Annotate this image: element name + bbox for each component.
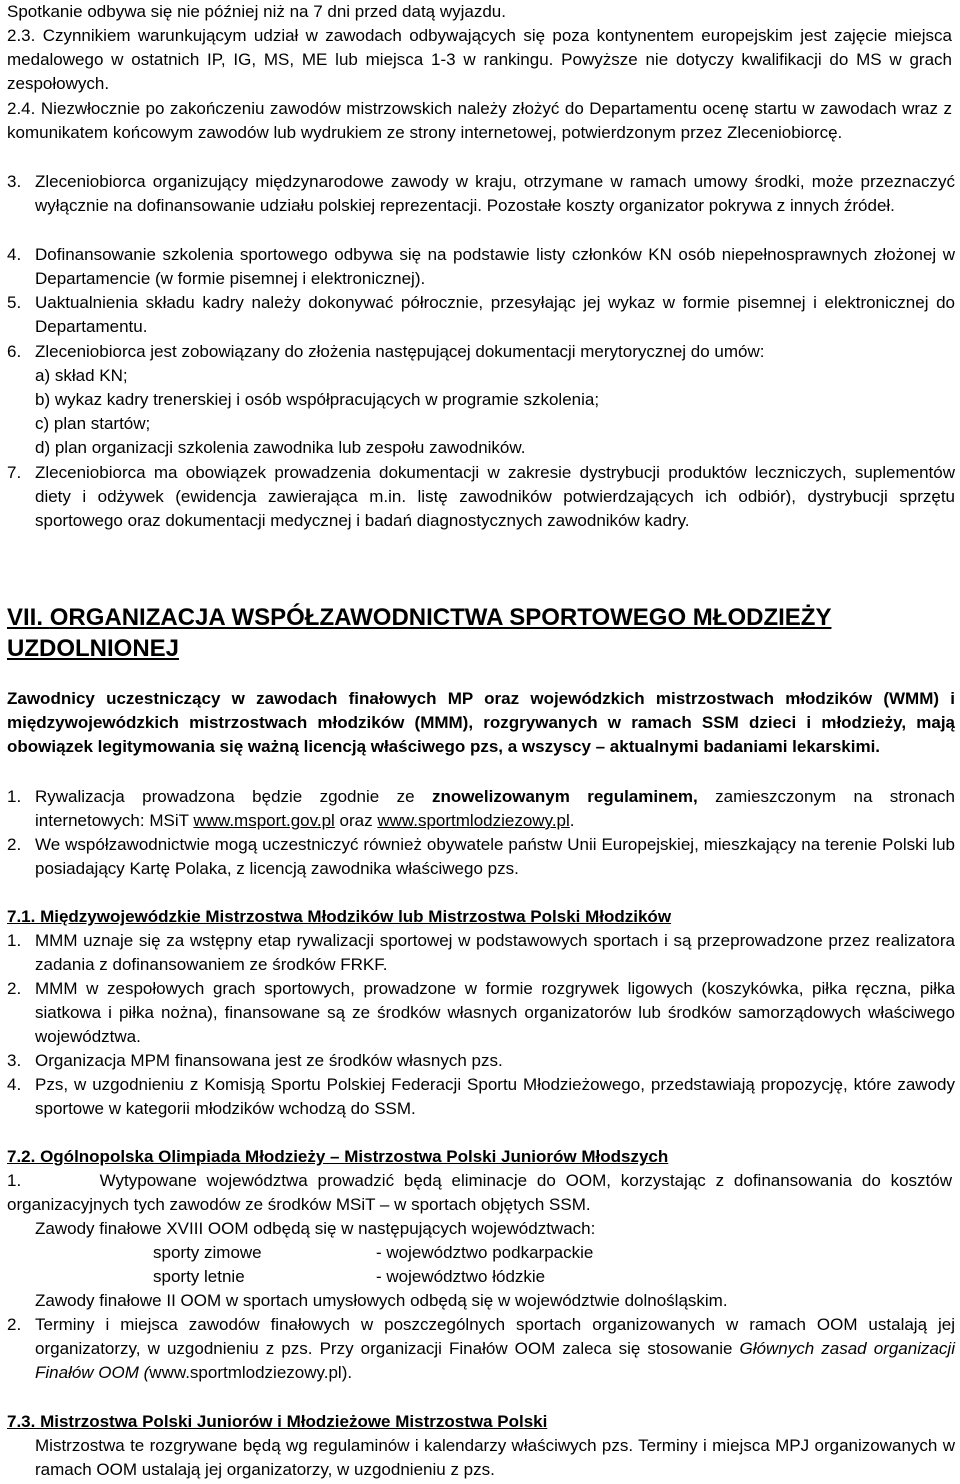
winter-sports-value: - województwo podkarpackie <box>376 1243 594 1262</box>
item-number: 6. <box>7 342 22 361</box>
list-item-3 <box>7 170 955 218</box>
item-number: 5. <box>7 293 22 312</box>
item-number: 3. <box>7 1051 22 1070</box>
subsection-7-3-title: 7.3. Mistrzostwa Polski Juniorów i Młodzieżowe Mistrzostwa Polski <box>7 1412 548 1431</box>
list-item-7 <box>7 461 955 533</box>
sportmlodziezowy-link[interactable]: www.sportmlodziezowy.pl <box>377 811 570 830</box>
item-text: Organizacja MPM finansowana jest ze środków własnych pzs. <box>35 1051 503 1070</box>
item-text: MMM w zespołowych grach sportowych, prowadzone w formie rozgrywek ligowych (koszykówka, piłka ręczna, piłka siatkowa i piłka nożna), finansowane są ze środków własnych organizatorów lub środków samorządowych właściwego województwa. <box>35 979 955 1046</box>
s71-item-4 <box>7 1073 955 1121</box>
finals-ii-oom: Zawody finałowe II OOM w sportach umysłowych odbędą się w województwie dolnośląskim. <box>35 1291 728 1310</box>
s72-point-1: 1. Wytypowane województwa prowadzić będą eliminacje do OOM, korzystając z dofinansowania do kosztów organizacyjnych tych zawodów ze środków MSiT – w sportach objętych SSM. <box>7 1171 957 1214</box>
s71-item-2 <box>7 977 955 1049</box>
list-item-6 <box>7 340 955 460</box>
continuation-line: Spotkanie odbywa się nie później niż na 7 dni przed datą wyjazdu. <box>7 2 506 21</box>
s71-item-3 <box>7 1049 955 1073</box>
s71-item-1 <box>7 929 955 977</box>
paragraph-2-3: 2.3. Czynnikiem warunkującym udział w zawodach odbywających się poza kontynentem europejskim jest zajęcie miejsca medalowego w ostatnich IP, IG, MS, ME lub miejsca 1-3 w rankingu. Powyższe nie dotyczy kwalifikacji do MS w grach zespołowych. <box>7 26 952 93</box>
section-intro: Zawodnicy uczestniczący w zawodach finałowych MP oraz wojewódzkich mistrzostwach młodzików (WMM) i międzywojewódzkich mistrzostwach młodzików (MMM), rozgrywanych w ramach SSM dzieci i młodzieży, mają obowiązek legitymowania się ważną licencją właściwego pzs, a wszyscy – aktualnymi badaniami lekarskimi. <box>7 689 955 756</box>
item-text: Zleceniobiorca jest zobowiązany do złożenia następującej dokumentacji merytorycznej do umów: <box>35 342 765 361</box>
winter-sports-label: sporty zimowe <box>153 1243 262 1262</box>
item-text: Zleceniobiorca ma obowiązek prowadzenia dokumentacji w zakresie dystrybucji produktów leczniczych, suplementów diety i odżywek (ewidencja zawierająca m.in. listę zawodników potwierdzających ich odbiór), dystrybucji sprzętu sportowego oraz dokumentacji medycznej i badań diagnostycznych zawodników kadry. <box>35 463 955 530</box>
section-point-1 <box>7 785 955 833</box>
regulation-emphasis: znowelizowanym regulaminem, <box>431 787 698 806</box>
s73-text: Mistrzostwa te rozgrywane będą wg regulaminów i kalendarzy właściwych pzs. Terminy i miejsca MPJ organizowanych w ramach OOM ustalają jej organizatorzy, w uzgodnieniu z pzs. <box>35 1436 955 1479</box>
item-number: 7. <box>7 463 22 482</box>
section-title <box>7 602 952 664</box>
guidelines-title: Głównych zasad organizacji Finałów OOM ( <box>35 1339 955 1382</box>
item-text: Zleceniobiorca organizujący międzynarodowe zawody w kraju, otrzymane w ramach umowy środki, może przeznaczyć wyłącznie na dofinansowanie udziału polskiej reprezentacji. Pozostałe koszty organizator pokrywa z innych źródeł. <box>35 172 955 215</box>
section-number: VII. <box>7 604 44 631</box>
item-text: We współzawodnictwie mogą uczestniczyć również obywatele państw Unii Europejskiej, mieszkający na terenie Polski lub posiadający Kartę Polaka, z licencją zawodnika właściwego pzs. <box>35 835 955 878</box>
paragraph-2-4: 2.4. Niezwłocznie po zakończeniu zawodów mistrzowskich należy złożyć do Departamentu ocenę startu w zawodach wraz z komunikatem końcowym zawodów lub wydrukiem ze strony internetowej, potwierdzonym przez Zleceniobiorcę. <box>7 99 952 142</box>
item-text: Dofinansowanie szkolenia sportowego odbywa się na podstawie listy członków KN osób niepełnosprawnych złożonej w Departamencie (w formie pisemnej i elektronicznej). <box>35 245 955 288</box>
section-title-line1: ORGANIZACJA WSPÓŁZAWODNICTWA SPORTOWEGO MŁODZIEŻY <box>49 604 832 631</box>
finals-intro: Zawody finałowe XVIII OOM odbędą się w następujących województwach: <box>35 1219 596 1238</box>
sub-item: b) wykaz kadry trenerskiej i osób współpracujących w programie szkolenia; <box>35 390 600 409</box>
item-number: 2. <box>7 1315 22 1334</box>
subsection-7-2-title: 7.2. Ogólnopolska Olimpiada Młodzieży – Mistrzostwa Polski Juniorów Młodszych <box>7 1147 669 1166</box>
msport-link[interactable]: www.msport.gov.pl <box>193 811 335 830</box>
section-point-2 <box>7 833 955 881</box>
summer-sports-value: - województwo łódzkie <box>376 1267 546 1286</box>
item-text: Pzs, w uzgodnieniu z Komisją Sportu Polskiej Federacji Sportu Młodzieżowego, przedstawiają propozycję, które zawody sportowe w kategorii młodzików wchodzą do SSM. <box>35 1075 955 1118</box>
item-text: Rywalizacja prowadzona będzie zgodnie ze znowelizowanym regulaminem, zamieszczonym na stronach internetowych: MSiT www.msport.gov.pl oraz www.sportmlodziezowy.pl. <box>35 787 955 830</box>
list-item-4 <box>7 243 955 291</box>
item-number: 1. <box>7 931 22 950</box>
item-number: 2. <box>7 835 22 854</box>
item-number: 2. <box>7 979 22 998</box>
sub-item: c) plan startów; <box>35 414 151 433</box>
item-number: 4. <box>7 245 22 264</box>
item-number: 3. <box>7 172 22 191</box>
item-number: 4. <box>7 1075 22 1094</box>
sub-item: a) skład KN; <box>35 366 128 385</box>
section-title-line2: UZDOLNIONEJ <box>7 635 180 662</box>
sub-item: d) plan organizacji szkolenia zawodnika lub zespołu zawodników. <box>35 438 526 457</box>
item-text: Terminy i miejsca zawodów finałowych w poszczególnych sportach organizowanych w ramach OOM ustalają jej organizatorzy, w uzgodnieniu z pzs. Przy organizacji Finałów OOM zaleca się stosowanie Głównych zasad organizacji Finałów OOM (www.sportmlodziezowy.pl). <box>35 1315 955 1382</box>
item-text: MMM uznaje się za wstępny etap rywalizacji sportowej w podstawowych sportach i są przeprowadzone przez realizatora zadania z dofinansowaniem ze środków FRKF. <box>35 931 955 974</box>
item-text: Uaktualnienia składu kadry należy dokonywać półrocznie, przesyłając jej wykaz w formie pisemnej i elektronicznej do Departamentu. <box>35 293 955 336</box>
list-item-5 <box>7 291 955 339</box>
s72-point-2 <box>7 1313 955 1385</box>
summer-sports-label: sporty letnie <box>153 1267 245 1286</box>
item-number: 1. <box>7 787 22 806</box>
subsection-7-1-title: 7.1. Międzywojewódzkie Mistrzostwa Młodzików lub Mistrzostwa Polski Młodzików <box>7 907 672 926</box>
